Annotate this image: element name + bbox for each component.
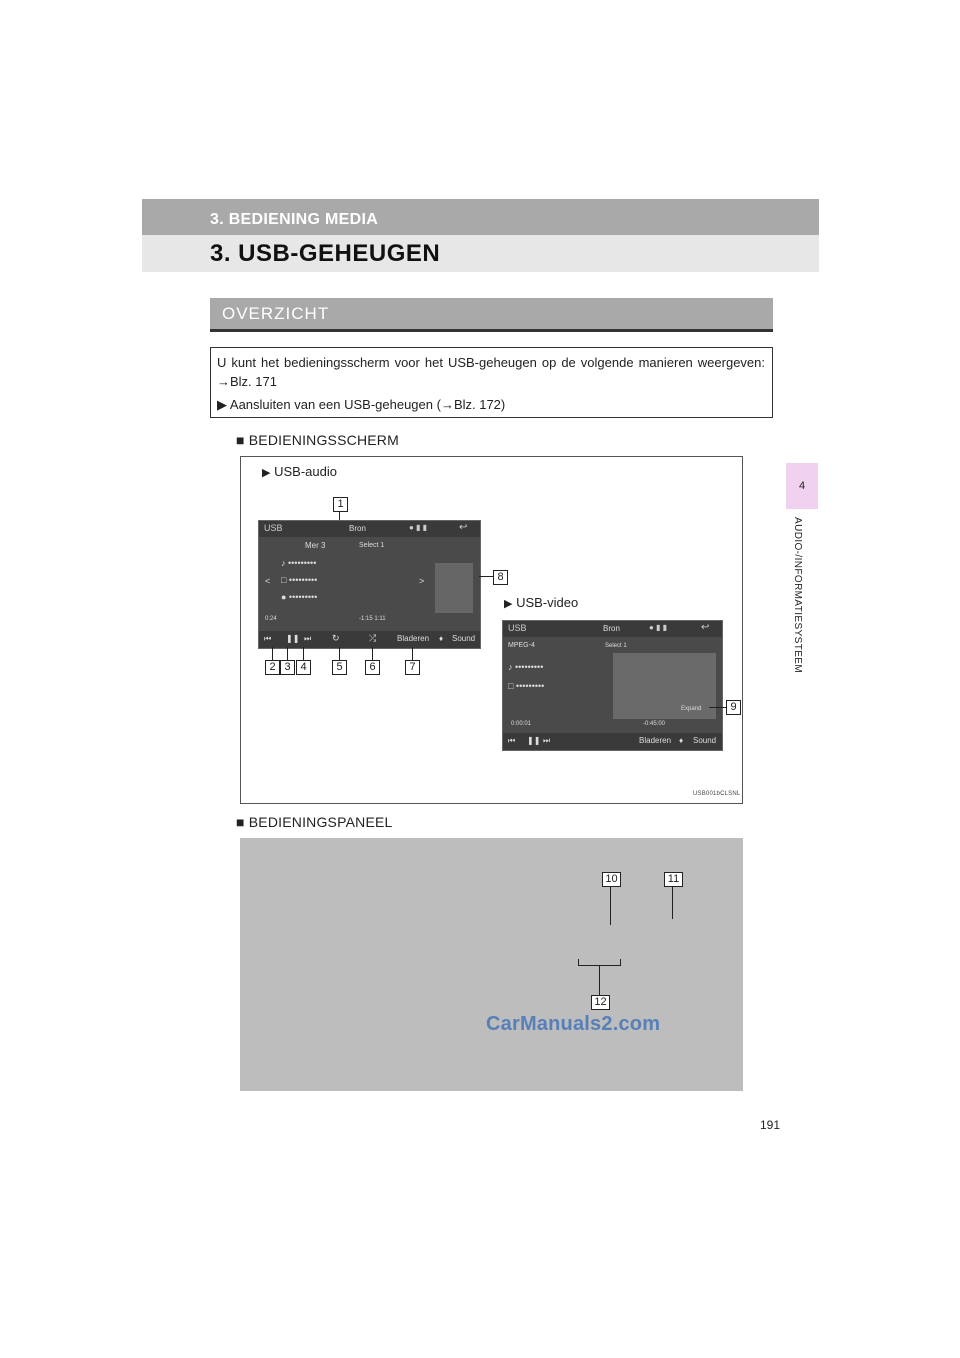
callout-1: 1 (333, 497, 348, 512)
intro-bullet (217, 397, 505, 413)
callout-line (372, 647, 373, 660)
section-header: 3. BEDIENING MEDIA (210, 211, 379, 228)
callout-8: 8 (493, 570, 508, 585)
page-number: 191 (760, 1118, 781, 1132)
chapter-tab-number: 4 (786, 463, 818, 509)
video-expand-button[interactable]: Expand (681, 706, 702, 712)
bullet-arrow-icon: ▶ (217, 397, 227, 412)
callout-5: 5 (332, 660, 347, 675)
artist-icon: ● ••••••••• (281, 592, 318, 602)
callout-6: 6 (365, 660, 380, 675)
section-screen-heading: ■ BEDIENINGSSCHERM (236, 432, 399, 448)
skip-forward-icon[interactable]: ⏭ (543, 736, 551, 745)
control-screen-figure (240, 456, 743, 804)
folder-icon: □ ••••••••• (508, 681, 545, 691)
section-panel-heading: ■ BEDIENINGSPANEEL (236, 814, 393, 830)
chapter-tab-label-text: AUDIO-/INFORMATIESYSTEEM (792, 517, 803, 674)
intro-box (210, 347, 773, 418)
callout-line (412, 647, 413, 660)
chapter-title-bar (142, 235, 819, 272)
video-format: MPEG-4 (508, 642, 535, 649)
video-status-bar (503, 621, 722, 637)
audio-time-elapsed: 0:24 (265, 616, 277, 622)
music-note-icon: ♪ ••••••••• (281, 558, 317, 568)
shuffle-icon[interactable]: ⤮ (369, 633, 377, 643)
speaker-icon: ♦ (679, 736, 684, 745)
audio-browse-button[interactable]: Bladeren (397, 634, 430, 643)
usb-video-label: ▶ USB-video (504, 595, 579, 610)
callout-12: 12 (591, 995, 610, 1010)
video-time-elapsed: 0:00:01 (511, 721, 532, 727)
arrow-icon: ▶ (262, 467, 271, 479)
video-source-button[interactable]: Bron (603, 624, 620, 633)
video-control-bar (503, 733, 722, 750)
usb-video-screen (502, 620, 723, 751)
callout-2: 2 (265, 660, 280, 675)
callout-10: 10 (602, 872, 621, 887)
callout-9: 9 (726, 700, 741, 715)
intro-bullet-text: Aansluiten van een USB-geheugen (→Blz. 172) (229, 397, 506, 412)
prev-arrow-icon[interactable]: < (265, 576, 271, 586)
audio-time-remaining: -1:15 1:11 (359, 616, 386, 622)
arrow-icon: ▶ (504, 598, 513, 610)
audio-control-bar (259, 631, 480, 648)
callout-line (303, 647, 304, 660)
callout-4: 4 (296, 660, 311, 675)
callout-line (672, 887, 673, 919)
callout-line (272, 647, 273, 660)
chapter-tab-label (786, 517, 818, 717)
next-arrow-icon[interactable]: > (419, 576, 425, 586)
video-folder-line: Select 1 (605, 643, 627, 649)
watermark: CarManuals2.com (486, 1013, 661, 1035)
audio-status-bar (259, 521, 480, 537)
audio-sound-button[interactable]: Sound (452, 634, 476, 643)
video-sound-button[interactable]: Sound (693, 736, 717, 745)
skip-back-icon[interactable]: ⏮ (264, 634, 272, 643)
chapter-title: 3. USB-GEHEUGEN (210, 240, 441, 267)
video-screen-title: USB (508, 623, 527, 633)
callout-bracket (578, 959, 579, 965)
callout-11: 11 (664, 872, 683, 887)
music-note-icon: ♪ ••••••••• (508, 662, 544, 672)
back-icon[interactable]: ↩ (701, 622, 710, 633)
audio-screen-title: USB (264, 523, 283, 533)
status-icons: ● ▮ ▮ (409, 523, 428, 532)
audio-source-button[interactable]: Bron (349, 524, 366, 533)
control-panel-figure (240, 838, 743, 1091)
folder-icon: □ ••••••••• (281, 575, 318, 585)
callout-line (479, 576, 493, 577)
section-header-bar (142, 199, 819, 235)
callout-line (610, 887, 611, 925)
album-art[interactable] (435, 563, 473, 613)
pause-icon[interactable]: ❚❚ (527, 736, 541, 745)
video-browse-button[interactable]: Bladeren (639, 736, 672, 745)
figure-code: USB001bCLSNL (693, 791, 741, 797)
callout-7: 7 (405, 660, 420, 675)
usb-audio-label: ▶ USB-audio (262, 464, 337, 479)
status-icons: ● ▮ ▮ (649, 623, 668, 632)
skip-back-icon[interactable]: ⏮ (508, 736, 516, 745)
overview-divider (210, 329, 773, 332)
pause-icon[interactable]: ❚❚ (286, 634, 300, 643)
callout-line (599, 966, 600, 995)
video-time-remaining: -0:45:00 (643, 721, 666, 727)
audio-folder-line: Select 1 (359, 542, 385, 549)
back-icon[interactable]: ↩ (459, 522, 468, 533)
usb-audio-screen (258, 520, 481, 649)
audio-track-line: Mer 3 (305, 541, 326, 550)
repeat-icon[interactable]: ↻ (332, 633, 340, 643)
callout-line (709, 707, 726, 708)
callout-line (287, 647, 288, 660)
intro-text: U kunt het bedieningsscherm voor het USB-geheugen op de volgende manieren weergeven: →Blz. 171 (217, 355, 765, 389)
skip-forward-icon[interactable]: ⏭ (304, 634, 312, 643)
callout-3: 3 (280, 660, 295, 675)
overview-title: OVERZICHT (222, 304, 330, 323)
speaker-icon: ♦ (439, 634, 444, 643)
overview-heading (210, 298, 773, 329)
callout-line (339, 647, 340, 660)
callout-bracket (620, 959, 621, 965)
